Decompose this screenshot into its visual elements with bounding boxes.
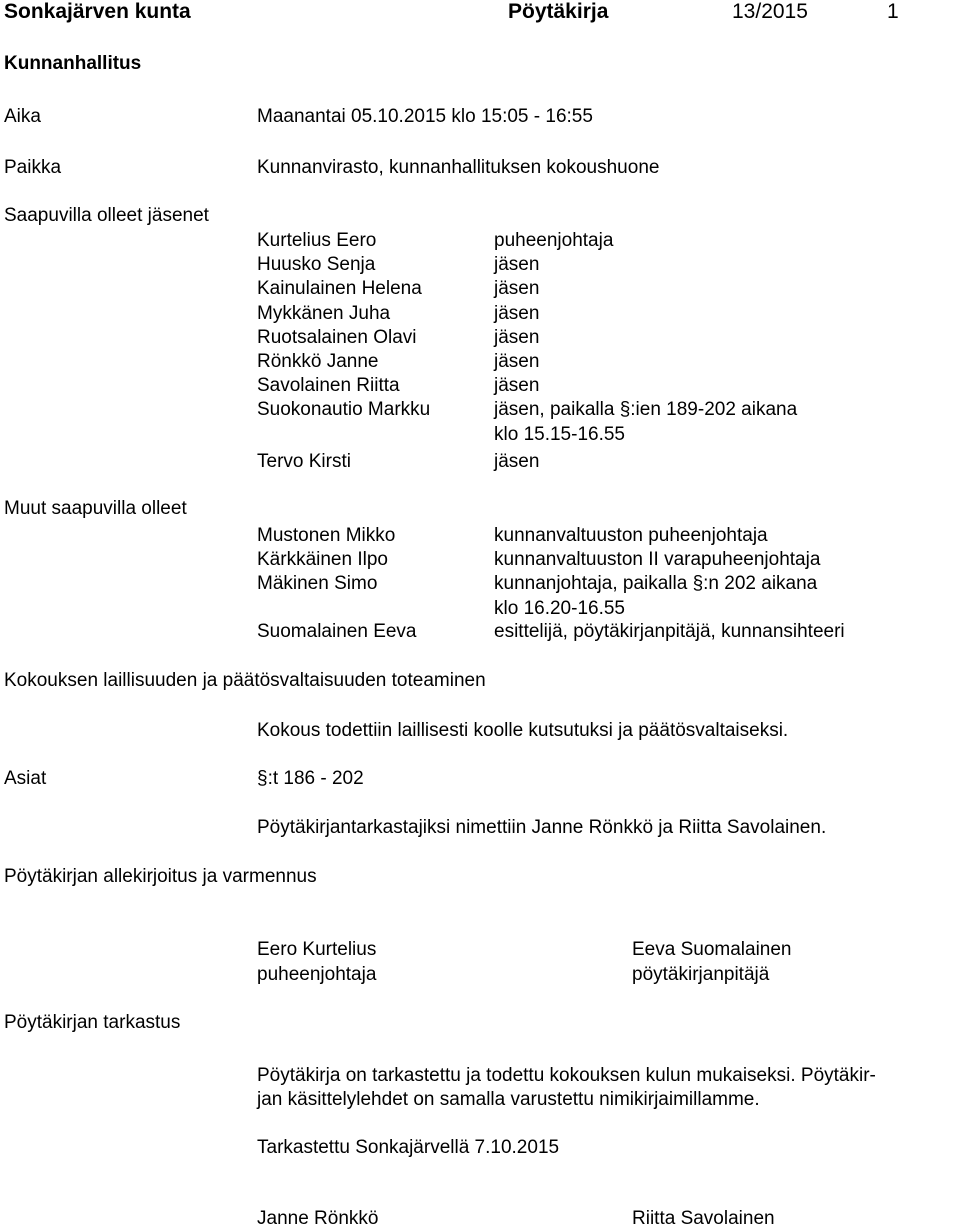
body-name: Kunnanhallitus: [4, 53, 142, 74]
reviewer-left-name: Janne Rönkkö: [257, 1208, 379, 1229]
doc-type: Pöytäkirja: [508, 0, 609, 23]
signer-left-name: Eero Kurtelius: [257, 939, 377, 960]
member-role: puheenjohtaja: [494, 230, 614, 251]
members-label: Saapuvilla olleet jäsenet: [4, 205, 209, 226]
other-name: Mäkinen Simo: [257, 573, 378, 595]
member-role: jäsen: [494, 375, 540, 397]
signer-left-title: puheenjohtaja: [257, 964, 377, 985]
reviewer-right-name: Riitta Savolainen: [632, 1208, 775, 1229]
other-role: kunnanjohtaja, paikalla §:n 202 aikana: [494, 573, 818, 595]
paikka-label: Paikka: [4, 157, 62, 178]
other-role: kunnanvaltuuston II varapuheenjohtaja: [494, 549, 821, 571]
aika-label: Aika: [4, 106, 41, 127]
quorum-text: Kokous todettiin laillisesti koolle kutsutuksi ja päätösvaltaiseksi.: [257, 720, 789, 741]
member-name: Kurtelius Eero: [257, 230, 377, 251]
review-line-2: jan käsittelylehdet on samalla varustettu nimikirjaimillamme.: [257, 1089, 760, 1110]
doc-number: 13/2015: [732, 0, 808, 23]
other-note: klo 16.20-16.55: [494, 597, 625, 619]
aika-value: Maanantai 05.10.2015 klo 15:05 - 16:55: [257, 106, 593, 127]
member-role: jäsen: [494, 254, 540, 276]
member-role: jäsen: [494, 278, 540, 300]
member-role: jäsen: [494, 326, 540, 348]
signing-label: Pöytäkirjan allekirjoitus ja varmennus: [4, 866, 317, 887]
member-role: jäsen, paikalla §:ien 189-202 aikana: [494, 399, 798, 421]
paikka-value: Kunnanvirasto, kunnanhallituksen kokoushuone: [257, 157, 660, 178]
tarkastajat-text: Pöytäkirjantarkastajiksi nimettiin Janne Rönkkö ja Riitta Savolainen.: [257, 817, 827, 838]
member-name-last: Tervo Kirsti: [257, 451, 351, 472]
quorum-label: Kokouksen laillisuuden ja päätösvaltaisuuden toteaminen: [4, 670, 486, 691]
member-role-last: jäsen: [494, 451, 540, 472]
members-roles: [494, 229, 797, 447]
member-role: jäsen: [494, 302, 540, 324]
member-name: Huusko Senja: [257, 254, 376, 276]
asiat-value: §:t 186 - 202: [257, 768, 364, 789]
others-roles: [494, 524, 820, 621]
review-line-1: Pöytäkirja on tarkastettu ja todettu kokouksen kulun mukaiseksi. Pöytäkir-: [257, 1065, 876, 1086]
member-name: Savolainen Riitta: [257, 375, 400, 397]
other-name-last: Suomalainen Eeva: [257, 621, 417, 642]
member-name: Ruotsalainen Olavi: [257, 326, 417, 348]
other-name: Mustonen Mikko: [257, 525, 396, 546]
others-label: Muut saapuvilla olleet: [4, 498, 187, 519]
others-names: [257, 524, 395, 597]
page-number: 1: [887, 0, 899, 23]
member-role: jäsen: [494, 351, 540, 373]
other-role: kunnanvaltuuston puheenjohtaja: [494, 525, 768, 546]
review-label: Pöytäkirjan tarkastus: [4, 1012, 181, 1033]
member-name: Rönkkö Janne: [257, 351, 379, 373]
member-name: Kainulainen Helena: [257, 278, 422, 300]
member-note: klo 15.15-16.55: [494, 423, 625, 445]
org-name: Sonkajärven kunta: [4, 0, 191, 23]
other-role-last: esittelijä, pöytäkirjanpitäjä, kunnansihteeri: [494, 621, 845, 642]
member-name: Suokonautio Markku: [257, 399, 431, 421]
signer-right-title: pöytäkirjanpitäjä: [632, 964, 770, 985]
members-names: [257, 229, 430, 423]
other-name: Kärkkäinen Ilpo: [257, 549, 388, 571]
signer-right-name: Eeva Suomalainen: [632, 939, 792, 960]
review-place-date: Tarkastettu Sonkajärvellä 7.10.2015: [257, 1137, 560, 1158]
member-name: Mykkänen Juha: [257, 302, 391, 324]
asiat-label: Asiat: [4, 768, 47, 789]
